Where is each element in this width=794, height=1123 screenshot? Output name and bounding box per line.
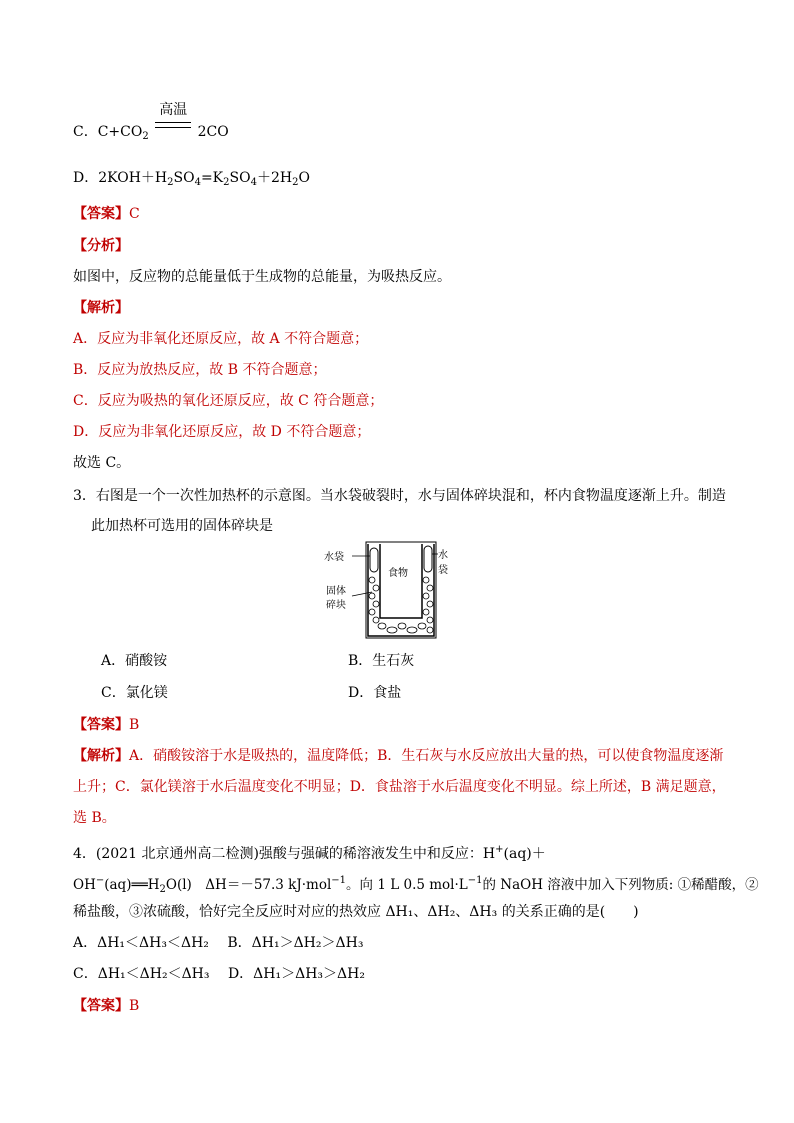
q3-explain-line: 上升；C．氯化镁溶于水后温度变化不明显；D．食盐溶于水后温度变化不明显。综上所述，B 满足题意， <box>73 779 726 795</box>
q2-answer: 【答案】C <box>73 206 140 222</box>
q3-explain-line: 选 B。 <box>73 810 116 826</box>
figure-label: 固体 <box>326 586 346 597</box>
q3-answer: 【答案】B <box>73 717 140 733</box>
q4-options-cd: C．ΔH₁＜ΔH₂＜ΔH₃ D．ΔH₁＞ΔH₃＞ΔH₂ <box>73 966 365 982</box>
option-d-equation: D．$2KOH+H_2SO_4=K_2SO_4+2H_2O$ <box>73 170 310 188</box>
q4-stem: 4．(2021 北京通州高二检测)强酸与强碱的稀溶液发生中和反应：H+(aq)＋ <box>73 844 546 862</box>
q3-option-b: B．生石灰 <box>348 653 415 669</box>
heating-cup-figure <box>322 540 452 640</box>
condition-arrow: 高温 <box>155 116 191 136</box>
figure-label: 食物 <box>388 568 408 579</box>
q2-analysis-tag: 【分析】 <box>73 238 129 254</box>
q2-analysis-text: 如图中，反应物的总能量低于生成物的总能量，为吸热反应。 <box>73 269 451 285</box>
q4-answer: 【答案】B <box>73 998 140 1014</box>
reactants: C+CO <box>97 124 143 140</box>
q3-option-d: D．食盐 <box>348 685 402 701</box>
q2-explain-line: A．反应为非氧化还原反应，故 A 不符合题意； <box>73 331 369 347</box>
figure-label: 水袋 <box>438 550 448 576</box>
q2-explain-line: B．反应为放热反应，故 B 不符合题意； <box>73 362 327 378</box>
q2-explain-tag: 【解析】 <box>73 300 129 316</box>
figure-label: 水袋 <box>324 552 344 563</box>
q4-stem-cont: 稀盐酸，③浓硫酸，恰好完全反应时对应的热效应 ΔH₁、ΔH₂、ΔH₃ 的关系正确的是( ) <box>73 904 639 920</box>
q3-stem-cont: 此加热杯可选用的固体碎块是 <box>91 518 273 534</box>
q3-explain: 【解析】A．硝酸铵溶于水是吸热的，温度降低；B．生石灰与水反应放出大量的热，可以使食物温度逐渐 <box>73 748 724 764</box>
figure-label: 碎块 <box>326 600 346 611</box>
q4-stem-cont: $OH^-(aq)══H_2O(l)$ ΔH＝－57.3 kJ·mol$^{-1}$。向 1 L 0.5 $mol\cdot L^{-1}$的 NaOH 溶液中加入下列物质: ①稀醋酸，② <box>73 875 759 895</box>
q3-option-a: A．硝酸铵 <box>101 653 168 669</box>
q2-explain-line: C．反应为吸热的氧化还原反应，故 C 符合题意； <box>73 393 384 409</box>
products: 2CO <box>197 124 229 140</box>
option-c-equation: C．$C+CO_2$ 高温 2CO <box>73 102 229 142</box>
q4-options-ab: A．ΔH₁＜ΔH₃＜ΔH₂ B．ΔH₁＞ΔH₂＞ΔH₃ <box>73 935 364 951</box>
q3-stem: 3．右图是一个一次性加热杯的示意图。当水袋破裂时，水与固体碎块混和，杯内食物温度逐渐上升。制造 <box>73 488 726 504</box>
q2-explain-line: D．反应为非氧化还原反应，故 D 不符合题意； <box>73 424 371 440</box>
q3-option-c: C．氯化镁 <box>101 685 168 701</box>
q2-conclusion: 故选 C。 <box>73 455 131 471</box>
